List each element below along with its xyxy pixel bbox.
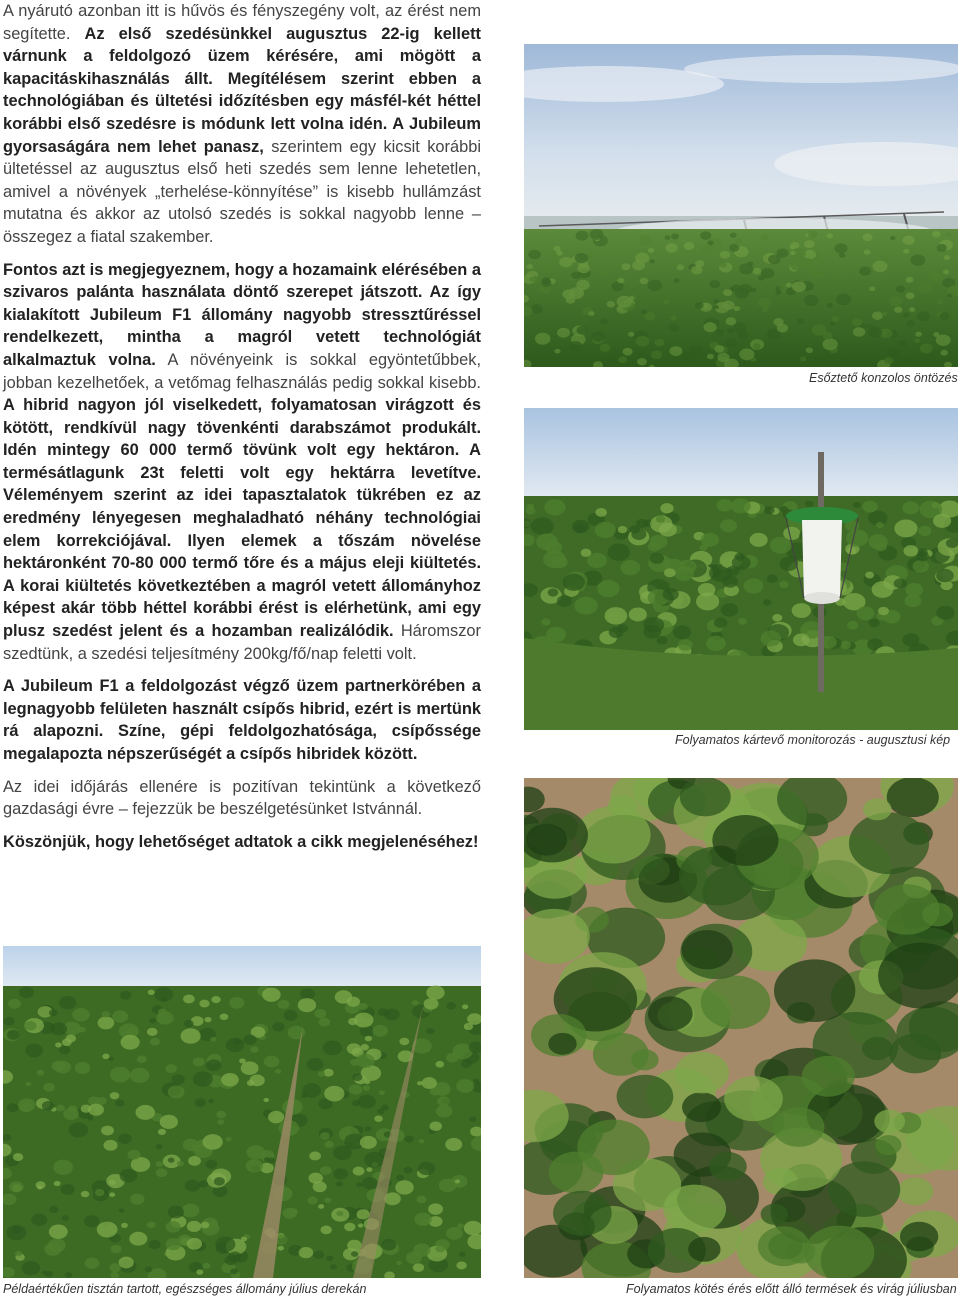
field-photo (3, 946, 481, 1278)
pest-trap-photo (524, 408, 958, 730)
irrigation-caption: Esőztető konzolos öntözés (809, 371, 958, 385)
paragraph-2 (3, 259, 481, 666)
text-run: A nyárutó azonban itt is hűvös és fényszegény volt, az érést nem segítette. (3, 2, 481, 43)
text-run: A növényeink is sokkal egyöntetűbbek, jobban kezelhetőek, a vetőmag felhasználás pedig sokkal kisebb. (3, 350, 482, 392)
text-run: A Jubileum F1 a feldolgozást végző üzem partnerkörében a legnagyobb felületen használt csípős hibrid, ezért is mertünk rá alapozni. Színe, gépi feldolgozhatósága, csípőssége megalapozta népszerűségét a csípős hibridek között. (3, 677, 481, 763)
paragraph-1 (3, 0, 481, 249)
text-run: szerintem egy kicsit korábbi ültetéssel az augusztus első heti szedés sem lenne lehetetlen, amivel a növények „terhelése-könnyítése” is kisebb hullámzást mutatna és akkor az utolsó szedés is sokkal nagyobb lenne – összegez a fiatal szakember. (3, 137, 481, 246)
paragraph-4 (3, 776, 481, 821)
paragraph-3 (3, 675, 481, 765)
pest-trap-caption: Folyamatos kártevő monitorozás - augusztusi kép (675, 733, 951, 747)
text-run: Háromszor szedtünk, a szedési teljesítmény 200kg/fő/nap feletti volt. (3, 622, 481, 663)
text-run: Fontos azt is megjegyeznem, hogy a hozamaink elérésében a szivaros palánta használata döntő szerepet játszott. Az így kialakított Jubileum F1 állomány nagyobb stressztűréssel rendelkezett, mintha a magról vetett technológiát alkalmaztuk volna. (3, 260, 481, 369)
text-run: Az idei időjárás ellenére is pozitívan tekintünk a következő gazdasági évre – fejezzük be beszélgetésünket Istvánnál. (3, 777, 481, 819)
pepper-plant-photo (524, 778, 958, 1278)
text-run: Az első szedésünkkel augusztus 22-ig kellett várnunk a feldolgozó üzem kérésére, ami mögött a kapacitáskihasználás állt. Megítélésem szerint ebben a technológiában és ültetési időzítésben egy másfél-két héttel korábbi első szedésre is módunk lett volna idén. A Jubileum gyorsaságára nem lehet panasz, (3, 24, 482, 156)
article-body (3, 0, 481, 863)
irrigation-photo (524, 44, 958, 367)
pepper-plant-caption: Folyamatos kötés érés előtt álló termések és virág júliusban (626, 1282, 957, 1296)
field-caption: Példaértékűen tisztán tartott, egészséges állomány július derekán (3, 1282, 367, 1296)
text-run: A hibrid nagyon jól viselkedett, folyamatosan virágzott és kötött, rendkívül nagy tövenkénti darabszámot produkált. Idén mintegy 60 000 termő tövünk volt egy hektáron. A termésátlagunk 23t feletti volt egy hektárra levetítve. Véleményem szerint az idei tapasztalatok tükrében ez az eredmény lényegesen meghaladható néhány technológiai elem korrekciójával. Ilyen elemek a tőszám növelése hektáronként 70-80 000 termő tőre és a május eleji kiültetés. A korai kiültetés következtében a magról vetett állományhoz képest akár több héttel korábbi érést is elérhetünk, ami egy plusz szedést jelent és a hozamban realizálódik. (3, 396, 481, 641)
paragraph-5 (3, 831, 481, 854)
text-run: Köszönjük, hogy lehetőséget adtatok a cikk megjelenéséhez! (3, 832, 479, 851)
